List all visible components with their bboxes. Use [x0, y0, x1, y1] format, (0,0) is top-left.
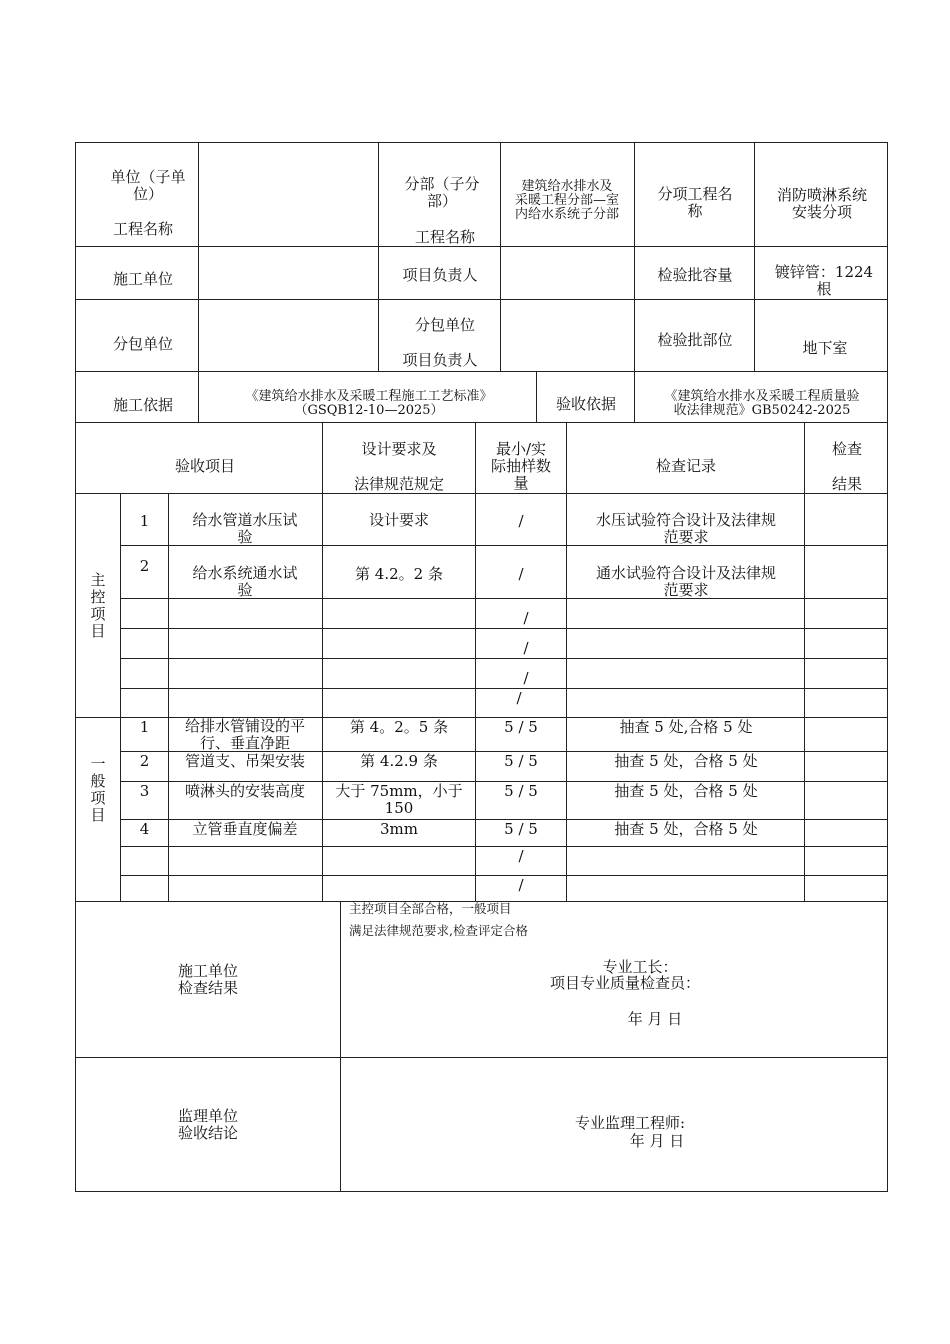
subcontract-unit-label: 分包单位: [112, 335, 173, 353]
subdivision-project-label: 工程名称: [414, 228, 475, 246]
general-row-1-sample: 5 / 5: [504, 718, 538, 736]
col-header-design-2: 法律规范规定: [353, 475, 444, 493]
quality-inspector-signature-label: 项目专业质量检查员：: [549, 974, 700, 992]
batch-location-label: 检验批部位: [657, 331, 733, 349]
row-line: [120, 875, 888, 876]
general-row-1-no: 1: [139, 718, 150, 736]
main-row-2-design: 第 4.2。2 条: [355, 565, 443, 583]
general-row-3-sample: 5 / 5: [504, 782, 538, 800]
general-empty-slash: /: [518, 876, 524, 894]
col-line: [566, 422, 567, 901]
row-line: [75, 371, 888, 372]
row-line: [120, 628, 888, 629]
acceptance-basis-value: 《建筑给水排水及采暖工程质量验 收法律规范》GB50242-2025: [664, 389, 860, 418]
col-line: [634, 142, 635, 371]
row-line: [120, 658, 888, 659]
main-row-1-no: 1: [139, 512, 150, 530]
main-empty-slash: /: [523, 669, 529, 687]
general-row-4-item: 立管垂直度偏差: [192, 820, 298, 838]
item-project-value: 消防喷淋系统 安装分项: [776, 186, 867, 221]
row-line: [75, 299, 888, 300]
general-row-2-item: 管道支、吊架安装: [184, 752, 305, 770]
construction-check-date: 年 月 日: [627, 1010, 683, 1028]
col-line: [378, 142, 379, 371]
project-manager-label: 项目负责人: [402, 266, 478, 284]
foreman-signature-label: 专业工长：: [602, 958, 678, 976]
general-row-2-record: 抽查 5 处，合格 5 处: [614, 752, 758, 770]
general-row-3-record: 抽查 5 处，合格 5 处: [614, 782, 758, 800]
subdivision-value: 建筑给水排水及 采暖工程分部—室 内给水系统子分部: [514, 179, 619, 222]
col-line: [198, 142, 199, 371]
general-row-4-no: 4: [139, 820, 150, 838]
general-row-1-design: 第 4。2。5 条: [349, 718, 449, 736]
general-row-2-no: 2: [139, 752, 150, 770]
general-row-4-record: 抽查 5 处，合格 5 处: [614, 820, 758, 838]
col-line: [475, 422, 476, 901]
batch-capacity-label: 检验批容量: [657, 266, 733, 284]
subcontract-manager-label: 项目负责人: [402, 351, 478, 369]
row-line: [75, 246, 888, 247]
supervision-date: 年 月 日: [629, 1132, 685, 1150]
row-line: [120, 846, 888, 847]
col-line: [536, 371, 537, 422]
batch-capacity-value: 镀锌管：1224 根: [774, 263, 874, 298]
general-row-1-record: 抽查 5 处,合格 5 处: [619, 718, 753, 736]
construction-check-comment-1: 主控项目全部合格，一般项目: [349, 901, 512, 916]
col-line: [168, 493, 169, 901]
subdivision-label: 分部（子分 部）: [404, 175, 480, 210]
general-row-2-design: 第 4.2.9 条: [360, 752, 438, 770]
main-row-2-no: 2: [139, 557, 150, 575]
col-line: [500, 142, 501, 371]
main-control-label: 主 控 项 目: [90, 571, 106, 640]
main-row-2-item: 给水系统通水试 验: [192, 564, 298, 599]
item-project-label: 分项工程名 称: [657, 185, 733, 220]
construction-basis-label: 施工依据: [112, 396, 173, 414]
col-header-result-2: 结果: [831, 475, 862, 493]
general-empty-slash: /: [518, 847, 524, 865]
row-line: [75, 422, 888, 423]
col-line: [120, 493, 121, 901]
main-empty-slash: /: [523, 609, 529, 627]
general-row-1-item: 给排水管铺设的平 行、垂直净距: [184, 717, 305, 752]
col-header-result-1: 检查: [831, 440, 862, 458]
col-header-sample: 最小/实 际抽样数 量: [490, 440, 551, 492]
general-row-3-item: 喷淋头的安装高度: [184, 782, 305, 800]
main-empty-slash: /: [516, 689, 522, 707]
batch-location-value: 地下室: [802, 339, 848, 357]
construction-check-comment-2: 满足法律规范要求,检查评定合格: [349, 923, 528, 938]
row-line: [75, 493, 888, 494]
general-row-3-design: 大于 75mm，小于 150: [335, 782, 463, 817]
project-name-label: 工程名称: [112, 220, 173, 238]
col-line: [198, 371, 199, 422]
construction-basis-value: 《建筑给水排水及采暖工程施工工艺标准》 （GSQB12-10—2025）: [245, 389, 493, 418]
col-line: [322, 422, 323, 901]
row-line: [120, 688, 888, 689]
main-row-1-design: 设计要求: [368, 511, 429, 529]
main-row-1-sample: /: [518, 512, 524, 530]
supervision-label: 监理单位 验收结论: [177, 1107, 238, 1142]
acceptance-basis-label: 验收依据: [555, 395, 616, 413]
main-row-1-record: 水压试验符合设计及法律规 范要求: [595, 511, 776, 546]
general-row-4-sample: 5 / 5: [504, 820, 538, 838]
col-line: [634, 371, 635, 422]
construction-unit-label: 施工单位: [112, 270, 173, 288]
general-row-3-no: 3: [139, 782, 150, 800]
col-header-item: 验收项目: [174, 457, 235, 475]
unit-label: 单位（子单 位）: [110, 168, 186, 203]
col-line: [340, 901, 341, 1192]
general-row-2-sample: 5 / 5: [504, 752, 538, 770]
general-label: 一 般 项 目: [90, 755, 106, 824]
main-empty-slash: /: [523, 639, 529, 657]
col-header-design-1: 设计要求及: [361, 440, 437, 458]
subcontract-unit-label-2: 分包单位: [414, 316, 475, 334]
col-header-record: 检查记录: [655, 457, 716, 475]
col-line: [754, 142, 755, 371]
general-row-4-design: 3mm: [380, 820, 418, 838]
supervision-engineer-label: 专业监理工程师:: [574, 1114, 686, 1132]
main-row-2-record: 通水试验符合设计及法律规 范要求: [595, 564, 776, 599]
construction-check-label: 施工单位 检查结果: [177, 962, 238, 997]
col-line: [804, 422, 805, 901]
row-line: [75, 1057, 888, 1058]
main-row-1-item: 给水管道水压试 验: [192, 511, 298, 546]
main-row-2-sample: /: [518, 565, 524, 583]
